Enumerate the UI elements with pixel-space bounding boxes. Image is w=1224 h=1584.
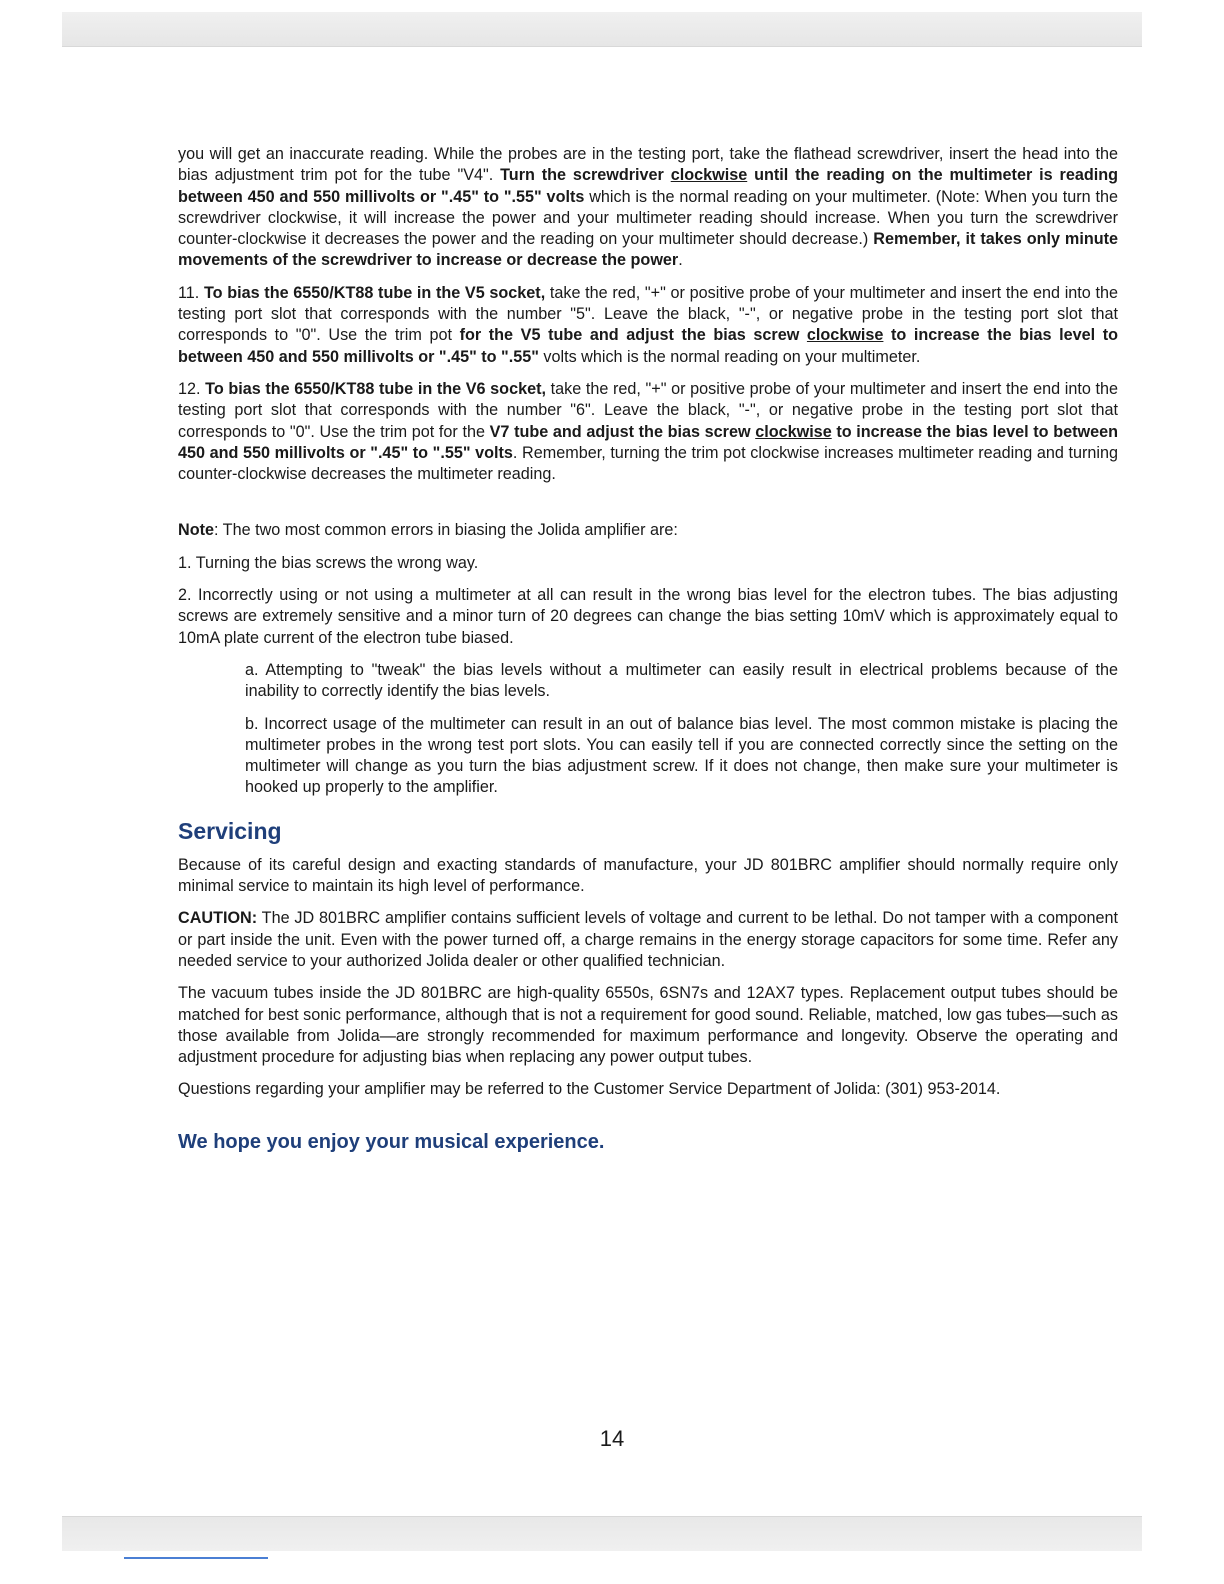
note-text: : The two most common errors in biasing the Jolida amplifier are: xyxy=(213,521,678,540)
text: volts which is the normal reading on your multimeter. xyxy=(538,347,921,366)
bold-text: V7 tube and adjust the bias screw xyxy=(489,422,756,441)
bold-text: until the reading on the multimeter is reading between 450 and 550 millivolts or ".45" to ".55" volts xyxy=(178,166,1118,206)
note-label: Note xyxy=(178,521,214,540)
bold-text: for the V5 tube and adjust the bias screw xyxy=(459,326,807,345)
page-number: 14 xyxy=(599,1426,625,1451)
bold-text: Remember, it takes only minute movements of the screwdriver to increase or decrease the power xyxy=(178,230,1118,270)
page-content xyxy=(178,144,1118,1155)
text: take the red, "+" or positive probe of your multimeter and insert the end into the testing port slot that corresponds with the number "6". Leave the black, "-", or negative probe in the testing port slot that corresponds to "0". Use the trim pot for the xyxy=(178,379,1118,441)
bold-text: to increase the bias level to between 450 and 550 millivolts or ".45" to ".55" xyxy=(178,326,1118,366)
note-item-2: 2. Incorrectly using or not using a multimeter at all can result in the wrong bias level for the electron tubes. The bias adjusting screws are extremely sensitive and a minor turn of 20 degrees can change the bias setting 10mV which is approximately equal to 10mA plate current of the electron tube biased. xyxy=(178,586,1118,647)
bold-text: to increase the bias level to between 450 and 550 millivolts or ".45" to ".55" volts xyxy=(178,422,1118,462)
paragraph-v4-instructions xyxy=(178,144,1118,272)
servicing-paragraph-1: Because of its careful design and exacting standards of manufacture, your JD 801BRC amplifier should normally require only minimal service to maintain its high level of performance. xyxy=(178,855,1118,896)
text: . Remember, turning the trim pot clockwise increases multimeter reading and turning counter-clockwise decreases the multimeter reading. xyxy=(178,443,1118,484)
bold-text: To bias the 6550/KT88 tube in the V5 socket, xyxy=(203,283,546,302)
underlined-text: clockwise xyxy=(806,326,884,345)
text: you will get an inaccurate reading. While the probes are in the testing port, take the flathead screwdriver, insert the head into the bias adjustment trim pot for the tube "V4". xyxy=(178,145,1118,185)
underlined-text: clockwise xyxy=(670,166,748,185)
step-number: 12. xyxy=(178,379,206,398)
step-number: 11. xyxy=(178,283,204,302)
paragraph-step-12 xyxy=(178,379,1118,485)
bold-text: To bias the 6550/KT88 tube in the V6 socket, xyxy=(205,379,546,398)
caution-paragraph xyxy=(178,908,1118,972)
caution-label: CAUTION: xyxy=(178,909,258,928)
note-item-1: 1. Turning the bias screws the wrong way. xyxy=(178,553,479,572)
underlined-text: clockwise xyxy=(755,422,832,441)
footer-band xyxy=(62,1516,1142,1551)
closing-heading: We hope you enjoy your musical experience. xyxy=(178,1130,605,1153)
bold-text: Turn the screwdriver xyxy=(500,166,671,185)
note-paragraph xyxy=(178,520,1118,541)
caution-text: The JD 801BRC amplifier contains sufficient levels of voltage and current to be lethal. Do not tamper with a component or part inside the unit. Even with the power turned off, a charge remains in the energy storage capacitors for some time. Refer any needed service to your authorized Jolida dealer or other qualified technician. xyxy=(178,909,1118,970)
footer-rule xyxy=(124,1557,268,1559)
servicing-heading: Servicing xyxy=(178,817,282,844)
text: which is the normal reading on your multimeter. (Note: When you turn the screwdriver clockwise, it will increase the power and your multimeter reading should increase. When you turn the screwdriver counter-clockwise it decreases the power and the reading on your multimeter should decrease.) xyxy=(178,187,1118,249)
note-subitem-a: a. Attempting to "tweak" the bias levels without a multimeter can easily result in electrical problems because of the inability to correctly identify the bias levels. xyxy=(245,660,1118,701)
header-band xyxy=(62,12,1142,47)
servicing-paragraph-4: Questions regarding your amplifier may be referred to the Customer Service Department of Jolida: (301) 953-2014. xyxy=(178,1080,1001,1099)
note-subitem-b: b. Incorrect usage of the multimeter can result in an out of balance bias level. The most common mistake is placing the multimeter probes in the wrong test port slots. You can easily tell if you are connected correctly since the setting on the multimeter will change as you turn the bias adjustment screw. If it does not change, then make sure your multimeter is hooked up properly to the amplifier. xyxy=(245,714,1118,797)
text: take the red, "+" or positive probe of your multimeter and insert the end into the testing port slot that corresponds with the number "5". Leave the black, "-", or negative probe in the testing port slot that corresponds to "0". Use the trim pot xyxy=(178,283,1118,345)
text: . xyxy=(678,251,683,270)
paragraph-step-11 xyxy=(178,283,1118,368)
servicing-paragraph-3: The vacuum tubes inside the JD 801BRC are high-quality 6550s, 6SN7s and 12AX7 types. Replacement output tubes should be matched for best sonic performance, although that is not a requirement for good sound. Reliable, matched, low gas tubes—such as those available from Jolida—are strongly recommended for maximum performance and longevity. Observe the operating and adjustment procedure for adjusting bias when replacing any power output tubes. xyxy=(178,984,1118,1067)
